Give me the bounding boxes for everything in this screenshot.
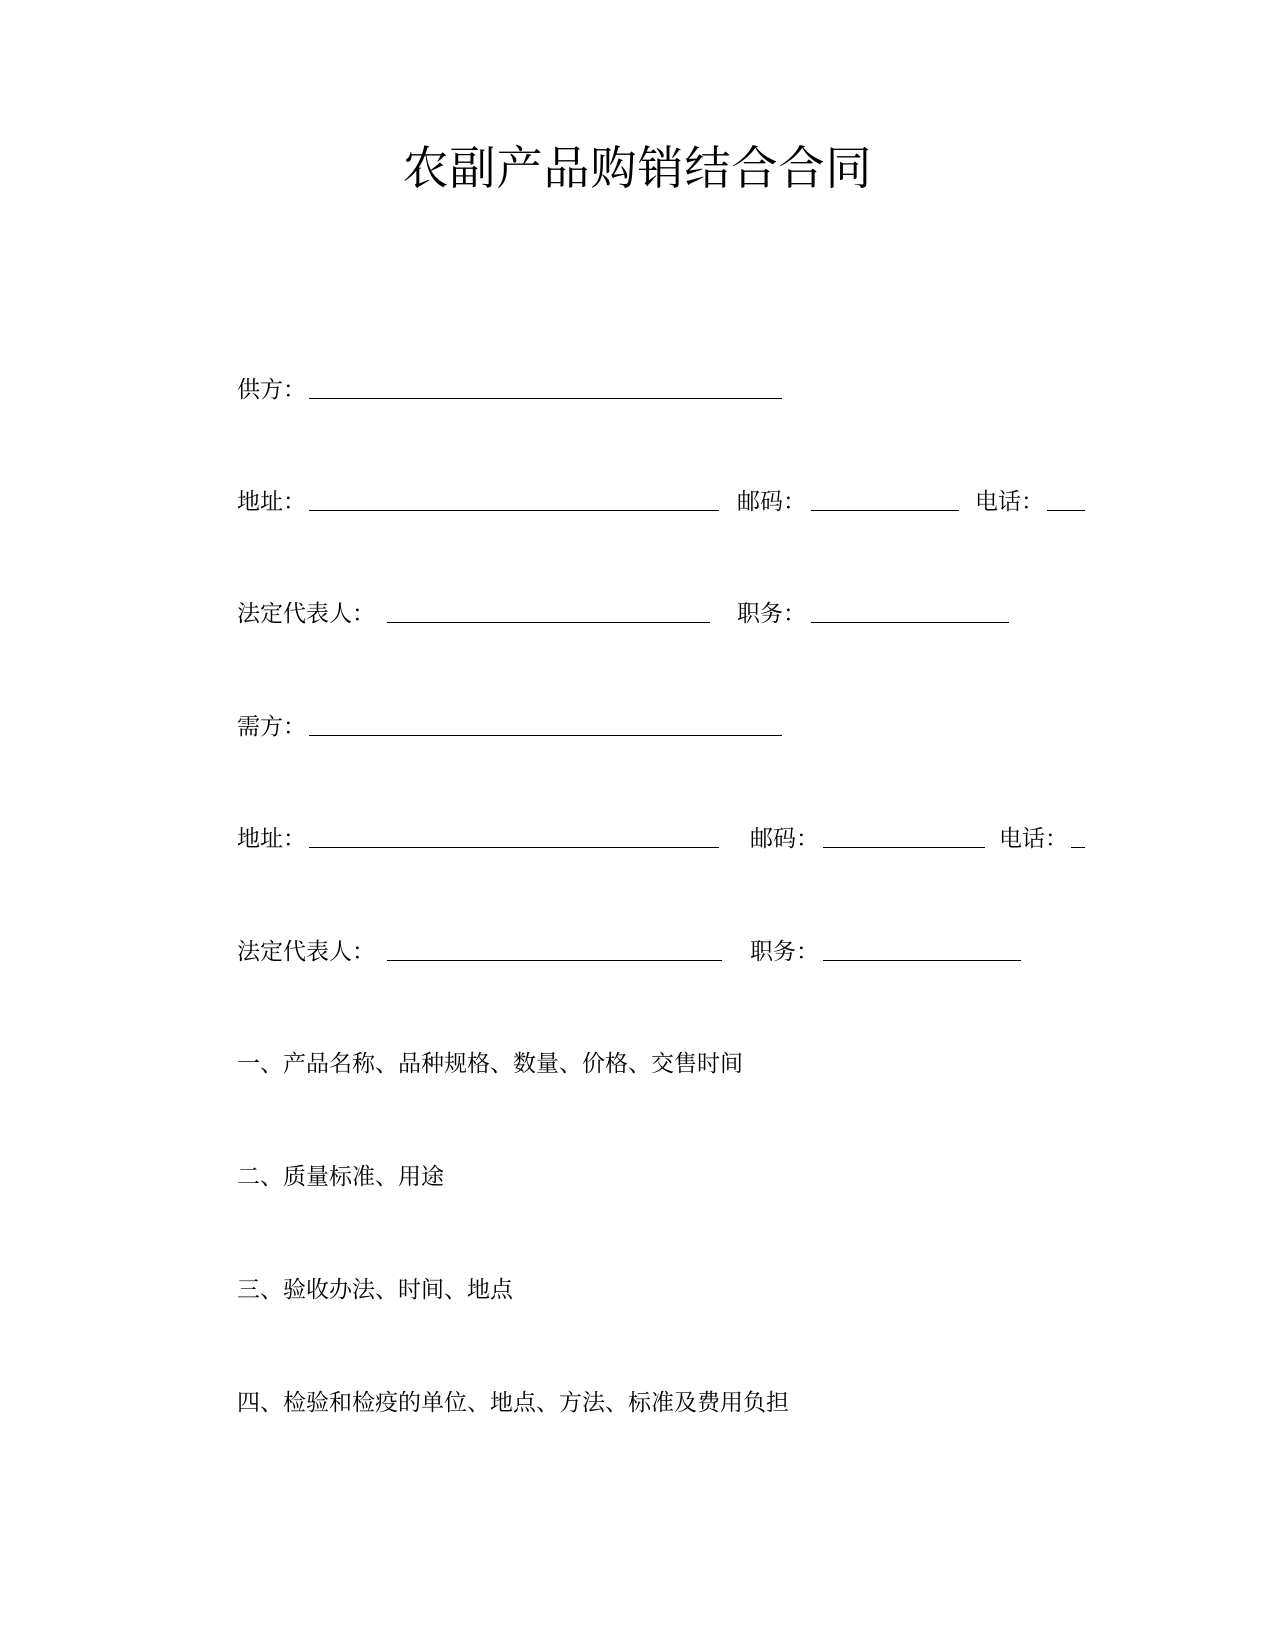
buyer-name-blank[interactable] [309, 707, 782, 736]
supplier-party-label: 供方： [237, 377, 306, 403]
supplier-rep-row [237, 594, 1087, 634]
buyer-party-label: 需方： [237, 714, 306, 740]
supplier-name-blank[interactable] [309, 370, 782, 399]
buyer-address-blank[interactable] [309, 819, 719, 848]
buyer-rep-label: 法定代表人： [237, 939, 375, 965]
supplier-address-row [237, 482, 1087, 522]
supplier-party-row [237, 370, 1087, 410]
section-heading-4: 四、检验和检疫的单位、地点、方法、标准及费用负担 [237, 1390, 789, 1416]
buyer-address-label: 地址： [237, 826, 306, 852]
supplier-postcode-blank[interactable] [811, 482, 959, 511]
section-heading-2: 二、质量标准、用途 [237, 1164, 444, 1190]
buyer-party-row [237, 707, 1087, 747]
contract-title: 农副产品购销结合合同 [402, 141, 873, 195]
supplier-postcode-label: 邮码： [737, 489, 806, 515]
buyer-postcode-blank[interactable] [823, 819, 985, 848]
buyer-phone-label: 电话： [999, 826, 1068, 852]
supplier-rep-label: 法定代表人： [237, 601, 375, 627]
supplier-position-label: 职务： [737, 601, 806, 627]
section-heading-3: 三、验收办法、时间、地点 [237, 1277, 513, 1303]
supplier-phone-label: 电话： [975, 489, 1044, 515]
buyer-postcode-label: 邮码： [750, 826, 819, 852]
supplier-address-blank[interactable] [309, 482, 719, 511]
buyer-position-label: 职务： [750, 939, 819, 965]
section-heading-1: 一、产品名称、品种规格、数量、价格、交售时间 [237, 1051, 743, 1077]
buyer-rep-row [237, 932, 1087, 972]
supplier-phone-blank[interactable] [1047, 482, 1085, 511]
buyer-position-blank[interactable] [823, 932, 1021, 961]
buyer-phone-blank[interactable] [1071, 819, 1085, 848]
buyer-rep-blank[interactable] [387, 932, 722, 961]
supplier-rep-blank[interactable] [387, 594, 710, 623]
supplier-address-label: 地址： [237, 489, 306, 515]
supplier-position-blank[interactable] [811, 594, 1009, 623]
buyer-address-row [237, 819, 1087, 859]
